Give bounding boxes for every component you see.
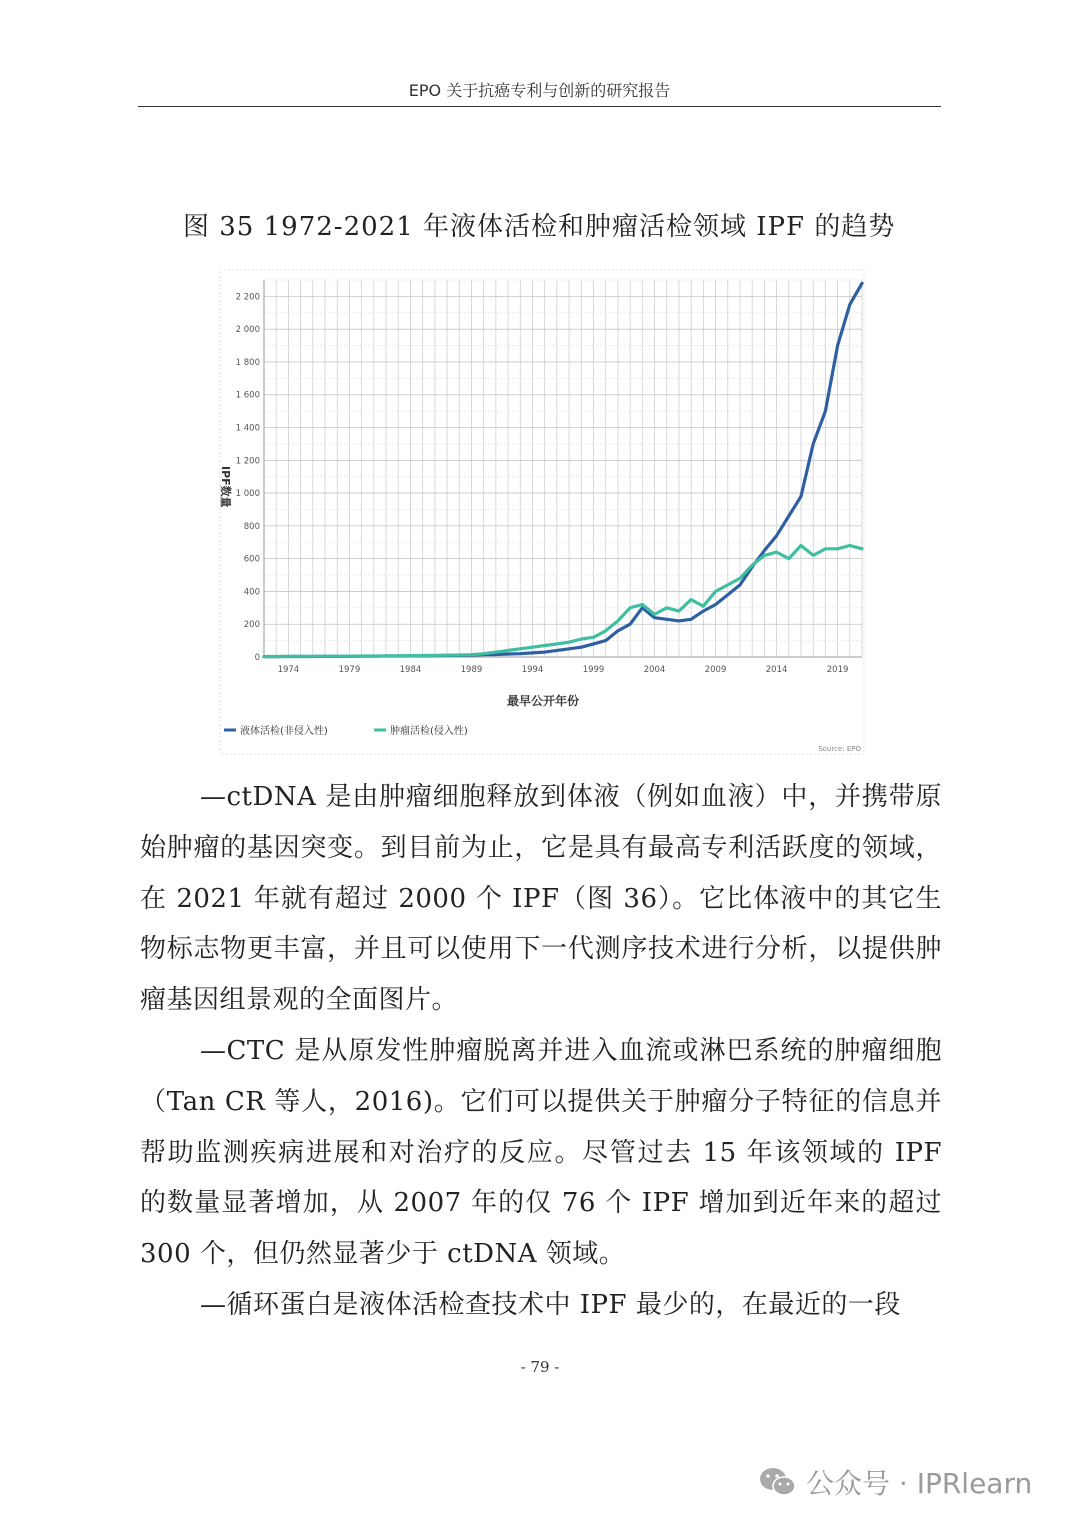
chart-frame bbox=[220, 270, 864, 754]
ipf-trend-chart bbox=[210, 268, 870, 758]
chart-grid bbox=[264, 280, 862, 657]
y-tick-label: 1 400 bbox=[235, 423, 260, 434]
chart-series bbox=[264, 283, 862, 656]
page-header bbox=[138, 78, 941, 107]
header-title: EPO 关于抗癌专利与创新的研究报告 bbox=[408, 81, 671, 100]
paragraph-ctc: —CTC 是从原发性肿瘤脱离并进入血流或淋巴系统的肿瘤细胞（Tan CR 等人，2016)。它们可以提供关于肿瘤分子特征的信息并帮助监测疾病进展和对治疗的反应。尽管过去 15 年该领域的 IPF 的数量显著增加，从 2007 年的仅 76 个 IPF 增加到近年来的超过 300 个，但仍然显著少于 ctDNA 领域。 bbox=[140, 1035, 942, 1270]
watermark-text: 公众号 · IPRlearn bbox=[806, 1467, 1033, 1500]
x-tick-label: 1984 bbox=[399, 665, 422, 675]
x-tick-label: 2014 bbox=[765, 665, 788, 675]
x-tick-label: 2009 bbox=[704, 665, 727, 675]
x-tick-label: 2004 bbox=[643, 665, 666, 675]
y-axis-label: IPF数量 bbox=[219, 466, 232, 508]
y-tick-label: 400 bbox=[243, 587, 260, 598]
chart-source: Source: EPO bbox=[818, 745, 861, 753]
y-tick-label: 600 bbox=[243, 554, 260, 565]
body-text bbox=[140, 772, 942, 1331]
y-tick-label: 1 600 bbox=[235, 390, 260, 401]
y-tick-label: 200 bbox=[243, 620, 260, 631]
y-tick-label: 1 200 bbox=[235, 456, 260, 467]
chart-axes bbox=[236, 280, 862, 675]
x-tick-label: 1999 bbox=[582, 665, 605, 675]
watermark bbox=[758, 1462, 1032, 1502]
paragraph-ctdna: —ctDNA 是由肿瘤细胞释放到体液（例如血液）中，并携带原始肿瘤的基因突变。到目前为止，它是具有最高专利活跃度的领域，在 2021 年就有超过 2000 个 IPF（图 36）。它比体液中的其它生物标志物更丰富，并且可以使用下一代测序技术进行分析，以提供肿瘤基因组景观的全面图片。 bbox=[140, 782, 942, 1016]
series-line-tumor-biopsy bbox=[264, 546, 862, 657]
figure-title: 图 35 1972-2021 年液体活检和肿瘤活检领域 IPF 的趋势 bbox=[183, 212, 896, 242]
x-tick-label: 1974 bbox=[277, 665, 300, 675]
paragraph-circulating-protein: —循环蛋白是液体活检查技术中 IPF 最少的，在最近的一段 bbox=[200, 1289, 901, 1320]
wechat-icon bbox=[758, 1465, 798, 1499]
y-tick-label: 800 bbox=[243, 521, 260, 532]
y-tick-label: 2 200 bbox=[235, 292, 260, 303]
x-axis-label: 最早公开年份 bbox=[506, 694, 580, 708]
y-tick-label: 0 bbox=[254, 653, 260, 663]
y-tick-label: 2 000 bbox=[235, 325, 260, 336]
x-tick-label: 1989 bbox=[460, 665, 483, 675]
x-tick-label: 1979 bbox=[338, 665, 361, 675]
x-tick-label: 2019 bbox=[826, 665, 849, 675]
y-tick-label: 1 000 bbox=[235, 489, 260, 500]
chart-legend bbox=[224, 724, 468, 737]
page-number: - 79 - bbox=[520, 1358, 560, 1376]
legend-label-tumor: 肿瘤活检(侵入性) bbox=[390, 726, 468, 737]
y-tick-label: 1 800 bbox=[235, 357, 260, 368]
x-tick-label: 1994 bbox=[521, 665, 544, 675]
legend-label-liquid: 液体活检(非侵入性) bbox=[240, 726, 328, 737]
series-line-liquid-biopsy bbox=[264, 283, 862, 656]
